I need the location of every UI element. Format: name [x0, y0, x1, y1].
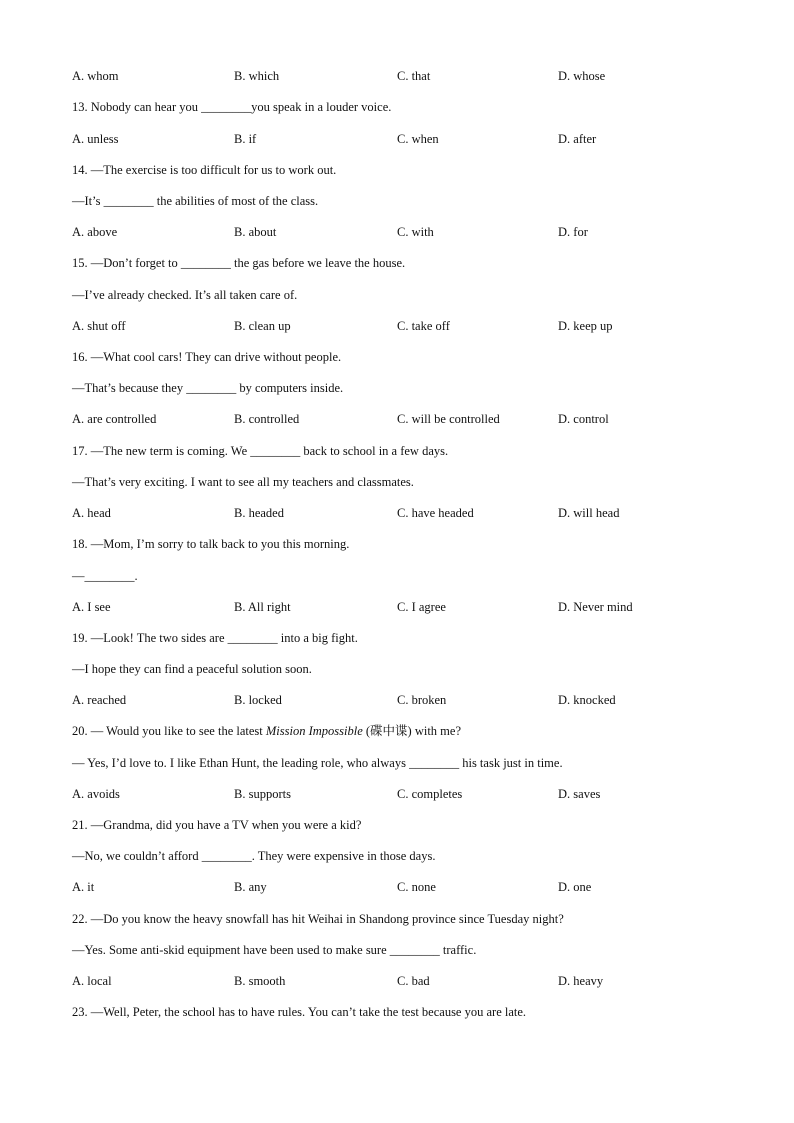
option-a: A. shut off [72, 319, 126, 333]
option-d: D. control [558, 412, 609, 426]
response-19: —I hope they can find a peaceful solution soon. [72, 662, 312, 676]
question-21: 21. —Grandma, did you have a TV when you were a kid? [72, 818, 362, 832]
option-d: D. for [558, 225, 588, 239]
option-d: D. knocked [558, 693, 616, 707]
option-c: C. completes [397, 787, 463, 801]
option-c: C. will be controlled [397, 412, 500, 426]
option-b: B. All right [234, 600, 291, 614]
option-d: D. after [558, 132, 597, 146]
option-d: D. will head [558, 506, 620, 520]
option-c: C. have headed [397, 506, 474, 520]
response-16: —That’s because they ________ by computers inside. [72, 381, 344, 395]
option-a: A. head [72, 506, 111, 520]
question-23: 23. —Well, Peter, the school has to have rules. You can’t take the test because you are late. [72, 1005, 527, 1019]
option-b: B. locked [234, 693, 282, 707]
option-c: C. take off [397, 319, 450, 333]
option-b: B. which [234, 69, 280, 83]
option-a: A. whom [72, 69, 119, 83]
option-b: B. controlled [234, 412, 300, 426]
option-c: C. broken [397, 693, 447, 707]
options-row-17 [72, 505, 732, 521]
response-20: — Yes, I’d love to. I like Ethan Hunt, the leading role, who always ________ his task just in time. [72, 756, 563, 770]
option-c: C. that [397, 69, 431, 83]
options-row-20 [72, 786, 732, 802]
option-a: A. above [72, 225, 118, 239]
option-d: D. Never mind [558, 600, 633, 614]
option-a: A. reached [72, 693, 127, 707]
question-19: 19. —Look! The two sides are ________ into a big fight. [72, 631, 358, 645]
options-row-12 [72, 68, 732, 84]
response-18: —________. [72, 569, 138, 583]
option-b: B. any [234, 880, 267, 894]
option-d: D. whose [558, 69, 606, 83]
response-22: —Yes. Some anti-skid equipment have been used to make sure ________ traffic. [72, 943, 477, 957]
option-a: A. it [72, 880, 95, 894]
option-a: A. unless [72, 132, 119, 146]
options-row-22 [72, 973, 732, 989]
question-13: 13. Nobody can hear you ________you speak in a louder voice. [72, 100, 392, 114]
option-a: A. avoids [72, 787, 120, 801]
question-20-start: 20. — Would you like to see the latest [72, 724, 266, 738]
option-d: D. one [558, 880, 592, 894]
question-17: 17. —The new term is coming. We ________ back to school in a few days. [72, 444, 449, 458]
option-b: B. smooth [234, 974, 286, 988]
question-22: 22. —Do you know the heavy snowfall has hit Weihai in Shandong province since Tuesday night? [72, 912, 564, 926]
question-15: 15. —Don’t forget to ________ the gas before we leave the house. [72, 256, 406, 270]
question-20 [72, 723, 461, 739]
response-14: —It’s ________ the abilities of most of the class. [72, 194, 319, 208]
options-row-13 [72, 131, 732, 147]
option-c: C. none [397, 880, 436, 894]
option-d: D. keep up [558, 319, 613, 333]
response-21: —No, we couldn’t afford ________. They were expensive in those days. [72, 849, 436, 863]
option-d: D. saves [558, 787, 601, 801]
options-row-18 [72, 599, 732, 615]
options-row-16 [72, 411, 732, 427]
option-c: C. when [397, 132, 439, 146]
movie-title: Mission Impossible [265, 724, 363, 738]
option-d: D. heavy [558, 974, 604, 988]
option-c: C. with [397, 225, 434, 239]
option-b: B. about [234, 225, 277, 239]
options-row-19 [72, 692, 732, 708]
option-a: A. are controlled [72, 412, 157, 426]
option-a: A. local [72, 974, 112, 988]
question-16: 16. —What cool cars! They can drive without people. [72, 350, 342, 364]
question-14: 14. —The exercise is too difficult for us to work out. [72, 163, 337, 177]
option-b: B. clean up [234, 319, 291, 333]
response-15: —I’ve already checked. It’s all taken care of. [72, 288, 298, 302]
question-18: 18. —Mom, I’m sorry to talk back to you this morning. [72, 537, 350, 551]
response-17: —That’s very exciting. I want to see all my teachers and classmates. [72, 475, 414, 489]
option-c: C. I agree [397, 600, 446, 614]
option-b: B. supports [234, 787, 291, 801]
options-row-14 [72, 224, 732, 240]
question-20-end: (碟中谍) with me? [362, 724, 461, 738]
options-row-15 [72, 318, 732, 334]
option-b: B. headed [234, 506, 284, 520]
option-c: C. bad [397, 974, 430, 988]
options-row-21 [72, 879, 732, 895]
option-b: B. if [234, 132, 257, 146]
option-a: A. I see [72, 600, 111, 614]
